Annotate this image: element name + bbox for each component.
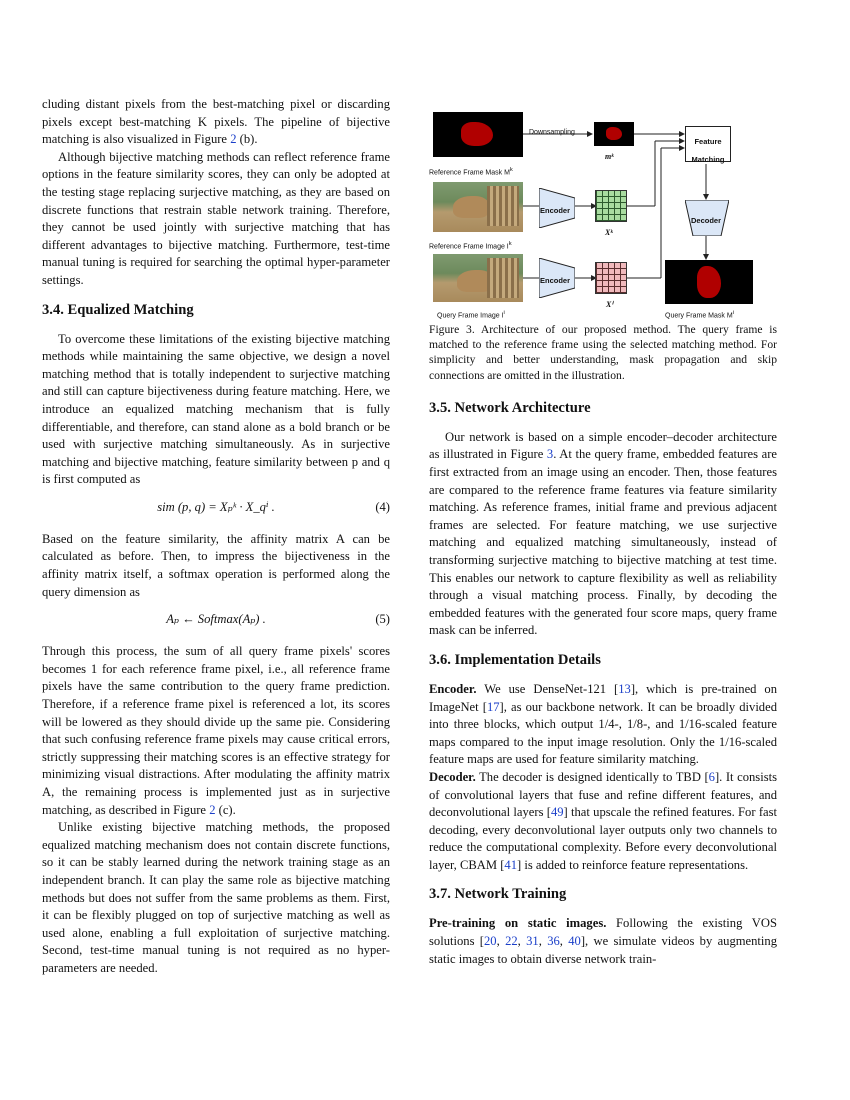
run-in-heading: Decoder. [429,769,476,784]
citation-link[interactable]: 22 [505,934,518,949]
paragraph [42,96,390,149]
query-mask-image [665,260,753,304]
feature-matching-box: Feature Matching [685,126,731,162]
paragraph: To overcome these limitations of the existing bijective matching methods while maintaining the same objective, we design a novel matching method that is totally independent to surjective matching and still can capture bijectiveness during feature matching. Here, we introduce an equalized matching mechanism that is fully differentiable, and therefore, can stand alone as a bold branch or be used with surjective matching simultaneously. As in surjective matching and bijective matching, feature similarity between p and q is first computed as [42,331,390,487]
citation-link[interactable]: 36 [547,934,560,949]
run-in-heading: Pre-training on static images. [429,916,607,931]
query-image-label: Query Frame Image $I^i$ [437,310,505,320]
paragraph [429,429,777,640]
paragraph-text: ] is added to reinforce feature representations. [517,857,749,872]
figure-ref-link[interactable]: 2 [230,132,237,147]
x-i-label: Xⁱ [606,300,613,309]
equation-text: sim (p, q) = Xₚᵏ · X_qⁱ . [157,499,275,514]
paragraph-encoder [429,681,777,769]
citation-link[interactable]: 13 [618,681,631,696]
decoder-label: Decoder [691,216,722,225]
query-mask-label: Query Frame Mask $M^i$ [665,310,734,320]
section-heading-3-5: 3.5. Network Architecture [429,399,591,416]
paragraph-text: ] that upscale the refined features. For fast decoding, every deconvolutional layer outputs only two channels to reduce the computational complexity. Before every deconvolutional layer, CBAM [ [429,805,778,872]
reference-mask-image [433,112,523,157]
paragraph: Although bijective matching methods can reflect reference frame options in the feature similarity scores, they can only be adopted at the testing stage replacing surjective matching, as they are based on discrete functions that restrain stable network training. Therefore, they cannot be used jointly with surjective matching that has different advantages to bijective matching. Furthermore, test-time manual tuning is required for searching the optimal hyper-parameter settings. [42,149,390,287]
encoder-label-ref: Encoder [540,206,571,215]
downsampled-mask-image [594,122,634,146]
paragraph-text: ], as our backbone network. It can be broadly divided into three blocks, which output 1/4-, 1/8-, and 1/16-scaled feature maps compared to the input image resolution. Only the 1/16-scaled feature maps are used for feature similarity matching. [429,699,777,767]
paragraph-text: . At the query frame, embedded features are first extracted from an image using an encoder. Then, those features are compared to the reference frame features via feature similarity matching. As reference frames, initial frame and previous adjacent frames are selected. For feature matching, we use surjective matching and equalized matching simultaneously, instead of transforming surjective matching to bijective matching at test time. This enables our network to capture flexibility as well as reliability through a visual matching process. Finally, by decoding the embedded features with the generated four score maps, query frame mask can be inferred. [429,447,777,638]
equation-text: Aₚ ← Softmax(Aₚ) . [166,612,266,627]
paragraph-text: (b). [236,132,258,147]
section-heading-3-4: 3.4. Equalized Matching [42,301,194,318]
encoder-label-query: Encoder [540,276,571,285]
citation-link[interactable]: 41 [504,857,517,872]
citation-link[interactable]: 40 [568,934,581,949]
paragraph-pretraining: Pre-training on static images. Following the existing VOS solutions [20, 22, 31, 36, 40], we simulate videos by augmenting static images to obtain diverse network train- [429,916,778,966]
citation-link[interactable]: 17 [486,699,500,714]
paragraph [42,643,390,819]
citation-link[interactable]: 49 [550,805,564,820]
paragraph: Based on the feature similarity, the affinity matrix A can be calculated as before. Then, to impress the bijectiveness in the affinity matrix itself, a softmax operation is performed along the query dimension as [42,531,390,599]
paragraph-text: (c). [215,802,236,817]
paragraph-text: ], which is pre-trained on ImageNet [ [429,681,778,714]
paragraph-decoder [429,769,777,875]
architecture-figure [429,106,777,320]
figure-caption: Figure 3. Architecture of our proposed method. The query frame is matched to the reference frame using the selected matching method. For simplicity and better understanding, mask propagation and skip connections are omitted in the illustration. [429,323,777,382]
left-column [42,96,390,978]
section-heading-3-6: 3.6. Implementation Details [429,651,601,668]
paragraph-text: ]. It consists of convolutional layers that fuse and refine different features, and deconvolutional layers [ [429,769,777,820]
x-k-label: Xᵏ [605,228,613,237]
reference-feature-cube [595,190,627,222]
section-heading-3-7: 3.7. Network Training [429,886,567,903]
reference-image-label: Reference Frame Image $I^k$ [429,241,512,251]
paragraph-text: cluding distant pixels from the best-matching pixel or discarding pixels except best-matching K pixels. The pipeline of bijective matching is also visualized in Figure [42,97,390,147]
paragraph-text: The decoder is designed identically to TBD [ [475,769,709,784]
reference-mask-label: Reference Frame Mask $M^k$ [429,167,513,177]
query-feature-cube [595,262,627,294]
citation-link[interactable]: 31 [526,934,539,949]
reference-frame-image [433,182,523,232]
equation-5 [42,611,390,633]
paragraph-text: Our network is based on a simple encoder–decoder architecture as illustrated in Figure [429,429,777,462]
run-in-heading: Encoder. [429,681,477,696]
equation-4 [42,499,390,521]
right-column [429,96,777,968]
figure-ref-link[interactable]: 3 [546,447,554,462]
m-k-label: mᵏ [605,152,614,161]
paragraph-text: Through this process, the sum of all query frame pixels' scores becomes 1 for each reference frame pixel, i.e., all reference frame pixels have the same contribution to the query frame prediction. Therefore, if a reference frame pixel is referenced a lot, its scores will be lowered as they should divide up the same pie. Considering that such confusing reference frame pixels may cause critical errors, strictly suppressing their matching scores is an effective strategy for minimizing visual distractions. After modulating the affinity matrix A, the remaining process is implemented just as in surjective matching, as described in Figure [42,644,390,817]
query-frame-image [433,254,523,302]
downsampling-label: Downsampling [529,129,575,136]
paragraph-text: ], we simulate videos by augmenting static images to obtain diverse network train- [429,934,778,966]
paragraph-text: Following the existing VOS solutions [ [429,916,777,949]
paragraph: Unlike existing bijective matching methods, the proposed equalized matching mechanism does not contain discrete functions, so it can be stably learned during the network training stage as an independent branch. It can play the same role as bijective matching methods but does not suffer from the same problems as them. First, it can be flexibly plugged on top of surjective matching as well as used alone, enabling a full exploitation of surjective matching. Second, test-time manual tuning is not required as no hyper-parameters are needed. [42,820,390,975]
equation-number: (5) [375,612,390,627]
figure-ref-link[interactable]: 2 [209,802,216,817]
citation-link[interactable]: 6 [708,769,715,784]
equation-number: (4) [375,499,390,514]
paragraph-text: We use DenseNet-121 [ [476,681,619,696]
citation-link[interactable]: 20 [484,934,497,949]
